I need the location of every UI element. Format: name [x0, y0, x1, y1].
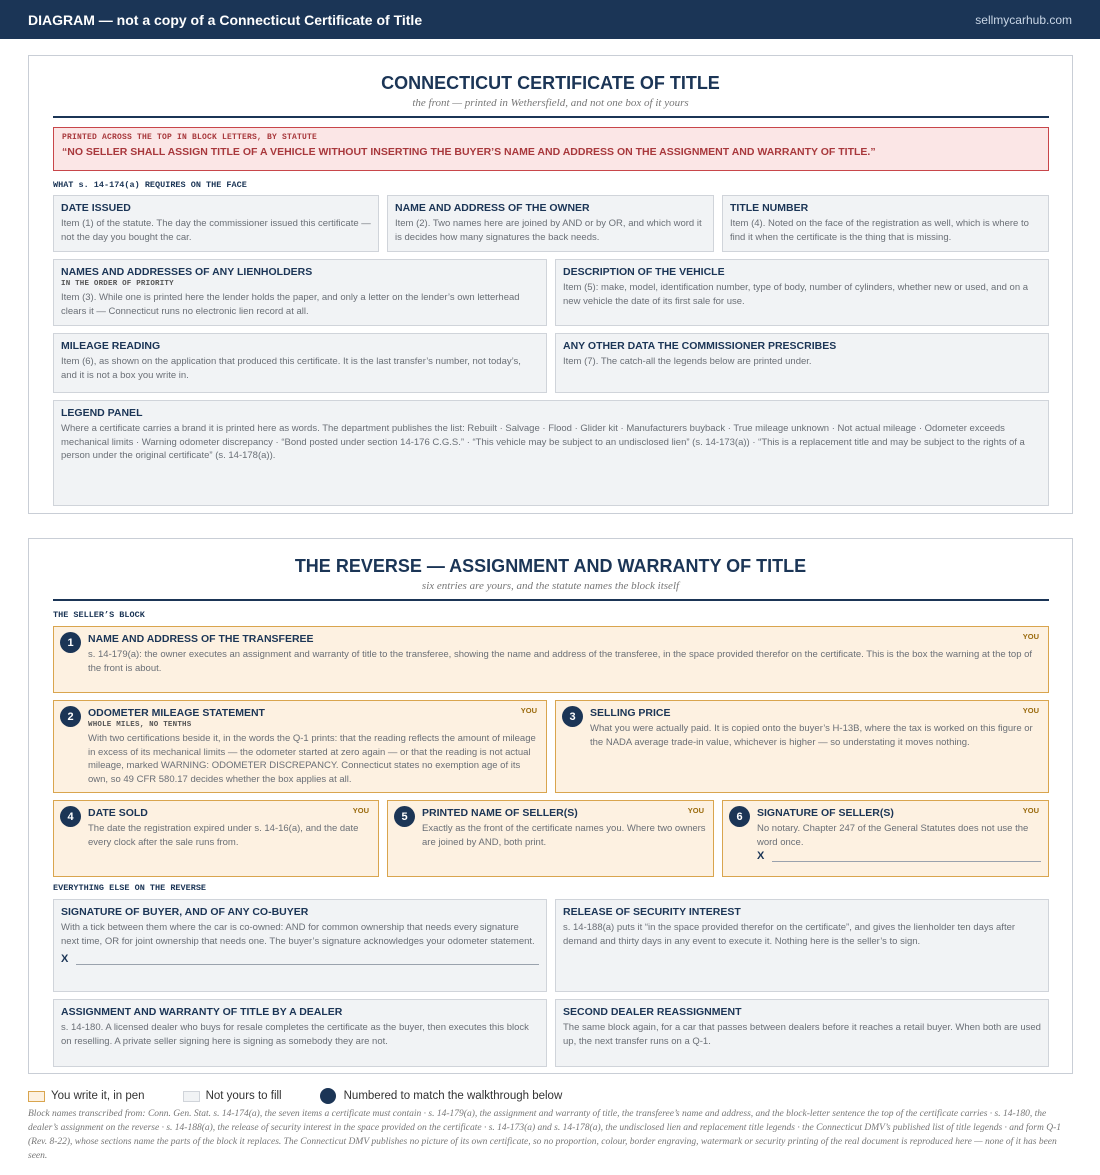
you-tag: YOU: [1022, 806, 1039, 815]
box-text: The same block again, for a car that passes between dealers before it reaches a retail buyer. When both are used up, the next transfer runs on a Q-1.: [563, 1022, 1041, 1047]
box-title: DATE SOLD: [88, 807, 148, 819]
box-text: Exactly as the front of the certificate names you. Where two owners are joined by AND, both print.: [422, 823, 706, 848]
number-badge: 2: [60, 706, 81, 727]
box-text: Where a certificate carries a brand it is printed here as words. The department publishes the list: Rebuilt · Salvage · Flood · Glider kit · Manufacturers buyback · True mileage unknown · Not actual mileage · Odometer exceeds mechanical limits · Warning odometer discrepancy · “Bond posted under section 14-176 C.G.S.” · “This vehicle may be subject to an undisclosed lien” (s. 14-173(a)) · “This is a replacement title and may be subject to the rights of a person under the original certificate” (s. 14-178(a)).: [61, 423, 1025, 461]
signature-line: [61, 953, 539, 965]
box-release-security-interest: [555, 899, 1049, 992]
box-date-issued: [53, 195, 379, 252]
box-owner-name-address: [387, 195, 714, 252]
you-tag: YOU: [1022, 706, 1039, 715]
seller-box-transferee: [53, 626, 1049, 693]
box-title: PRINTED NAME OF SELLER(S): [422, 807, 578, 819]
box-title: NAME AND ADDRESS OF THE OWNER: [395, 202, 590, 214]
front-title: CONNECTICUT CERTIFICATE OF TITLE: [381, 73, 720, 93]
box-text: Item (3). While one is printed here the lender holds the paper, and only a letter on the lender’s own letterhead clears it — Connecticut runs no electronic lien record at all.: [61, 292, 520, 317]
box-vehicle-description: [555, 259, 1049, 326]
you-tag: YOU: [520, 706, 537, 715]
site-link[interactable]: sellmycarhub.com: [975, 12, 1072, 27]
seller-box-printed-name: [387, 800, 714, 877]
box-title-number: [722, 195, 1049, 252]
number-badge: 3: [562, 706, 583, 727]
number-dot-icon: [320, 1088, 336, 1104]
legend-label: Numbered to match the walkthrough below: [343, 1090, 563, 1102]
seller-box-selling-price: [555, 700, 1049, 793]
box-title: ANY OTHER DATA THE COMMISSIONER PRESCRIBES: [563, 340, 837, 352]
signature-rule: [772, 852, 1041, 862]
warning-text: “NO SELLER SHALL ASSIGN TITLE OF A VEHICLE WITHOUT INSERTING THE BUYER’S NAME AND ADDRESS ON THE ASSIGNMENT AND WARRANTY OF TITLE.”: [62, 146, 876, 158]
box-text: Item (4). Noted on the face of the registration as well, which is where to find it when the certificate is the thing that is missing.: [730, 218, 1029, 243]
number-badge: 1: [60, 632, 81, 653]
box-text: The date the registration expired under s. 14-16(a), and the date every clock after the sale runs from.: [88, 823, 359, 848]
seller-block-label: THE SELLER’S BLOCK: [53, 610, 145, 620]
box-title: SIGNATURE OF SELLER(S): [757, 807, 894, 819]
top-bar: [0, 0, 1100, 39]
front-subtitle: the front — printed in Wethersfield, and not one box of it yours: [412, 97, 689, 109]
box-text: With a tick between them where the car is co-owned: AND for common ownership that needs every signature next time, OR for joint ownership that needs one. The buyer’s signature acknowledges your odometer statement.: [61, 922, 535, 947]
reverse-title: THE REVERSE — ASSIGNMENT AND WARRANTY OF TITLE: [294, 556, 807, 576]
signature-x: X: [757, 850, 765, 862]
box-lienholders: [53, 259, 547, 326]
else-block-label: EVERYTHING ELSE ON THE REVERSE: [53, 883, 207, 893]
box-title: LEGEND PANEL: [61, 407, 143, 419]
box-caption: WHOLE MILES, NO TENTHS: [88, 721, 192, 729]
box-text: Item (2). Two names here are joined by AND or by OR, and which word it is decides how many signatures the back needs.: [395, 218, 702, 243]
box-text: Item (7). The catch-all the legends below are printed under.: [563, 356, 812, 367]
box-text: Item (6), as shown on the application that produced this certificate. It is the last transfer’s number, not today’s, and it is not a box you write in.: [61, 356, 521, 381]
box-second-dealer-reassignment: [555, 999, 1049, 1067]
not-yours-swatch: [183, 1091, 200, 1102]
box-buyer-signature: [53, 899, 547, 992]
box-mileage-reading: [53, 333, 547, 393]
box-dealer-assignment: [53, 999, 547, 1067]
box-title: MILEAGE READING: [61, 340, 161, 352]
box-title: DESCRIPTION OF THE VEHICLE: [563, 266, 725, 278]
statute-warning-box: [53, 127, 1049, 171]
reverse-panel: [28, 538, 1073, 1074]
you-swatch: [28, 1091, 45, 1102]
box-title: ODOMETER MILEAGE STATEMENT: [88, 707, 265, 719]
box-caption: IN THE ORDER OF PRIORITY: [61, 280, 174, 288]
warning-caption: PRINTED ACROSS THE TOP IN BLOCK LETTERS, BY STATUTE: [62, 133, 318, 142]
divider: [53, 116, 1049, 118]
signature-rule: [76, 955, 539, 965]
front-panel: [28, 55, 1073, 514]
box-text: Item (1) of the statute. The day the commissioner issued this certificate — not the day you bought the car.: [61, 218, 371, 243]
legend: [28, 1088, 600, 1104]
reverse-subtitle: six entries are yours, and the statute names the block itself: [421, 580, 680, 592]
box-title: NAME AND ADDRESS OF THE TRANSFEREE: [88, 633, 314, 645]
legend-item-not-yours: [183, 1090, 282, 1102]
box-title: RELEASE OF SECURITY INTEREST: [563, 906, 741, 918]
seller-box-date-sold: [53, 800, 379, 877]
page-title: DIAGRAM — not a copy of a Connecticut Certificate of Title: [28, 11, 423, 28]
box-legend-panel: [53, 400, 1049, 506]
legend-label: You write it, in pen: [51, 1090, 145, 1102]
seller-box-signature: [722, 800, 1049, 877]
box-text: s. 14-180. A licensed dealer who buys for resale completes the certificate as the buyer, then executes this block on reselling. A private seller signing here is signing as somebody they are not.: [61, 1022, 529, 1047]
box-title: SECOND DEALER REASSIGNMENT: [563, 1006, 742, 1018]
box-text: s. 14-188(a) puts it “in the space provided therefor on the certificate”, and gives the lienholder ten days after demand and thirty days in any event to execute it. Nothing here is the seller’s to sign.: [563, 922, 1016, 947]
box-title: ASSIGNMENT AND WARRANTY OF TITLE BY A DEALER: [61, 1006, 343, 1018]
box-text: With two certifications beside it, in the words the Q-1 prints: that the reading reflects the amount of mileage in excess of its mechanical limits — the odometer started at zero again — or that the reading is not actual mileage, marked WARNING: ODOMETER DISCREPANCY. Connecticut states no exemption age of its own, so 49 CFR 580.17 decides whether the box applies at all.: [88, 733, 536, 785]
box-text: s. 14-179(a): the owner executes an assignment and warranty of title to the transferee, showing the name and address of the transferee, in the space provided therefor on the certificate. This is the box the warning at the top of the front is about.: [88, 649, 1033, 674]
legend-item-you: [28, 1090, 145, 1102]
box-other-data: [555, 333, 1049, 393]
box-title: SELLING PRICE: [590, 707, 671, 719]
seller-box-odometer: [53, 700, 547, 793]
signature-line: [757, 850, 1041, 862]
box-text: No notary. Chapter 247 of the General Statutes does not use the word once.: [757, 823, 1029, 848]
box-text: Item (5): make, model, identification number, type of body, number of cylinders, whether new or used, and on a new vehicle the date of its first sale for use.: [563, 282, 1029, 307]
legend-item-numbered: [320, 1088, 563, 1104]
number-badge: 6: [729, 806, 750, 827]
front-section-label: WHAT s. 14-174(a) REQUIRES ON THE FACE: [53, 180, 247, 190]
source-footnote: Block names transcribed from: Conn. Gen. Stat. s. 14-174(a), the seven items a certificate must contain · s. 14-179(a), the assignment and warranty of title, the transferee’s name and address, and the block-letter sentence the top of the certificate carries · s. 14-180, the dealer’s assignment on the reverse · s. 14-188(a), the release of security interest in the space provided on the certificate · s. 14-173(a) and s. 14-178(a), the undisclosed lien and replacement title legends · the Connecticut DMV’s published list of title legends · and form Q-1 (Rev. 8-22), whose sections name the parts of the block it replaces. The Connecticut DMV publishes no picture of its own certificate, so no proportion, colour, border engraving, watermark or security printing of the real document is reproduced here — none of it has been seen.: [28, 1109, 1062, 1161]
legend-label: Not yours to fill: [205, 1090, 282, 1102]
you-tag: YOU: [687, 806, 704, 815]
box-title: TITLE NUMBER: [730, 202, 809, 214]
box-title: SIGNATURE OF BUYER, AND OF ANY CO-BUYER: [61, 906, 309, 918]
you-tag: YOU: [352, 806, 369, 815]
box-title: NAMES AND ADDRESSES OF ANY LIENHOLDERS: [61, 266, 313, 278]
number-badge: 5: [394, 806, 415, 827]
divider: [53, 599, 1049, 601]
box-title: DATE ISSUED: [61, 202, 131, 214]
box-text: What you were actually paid. It is copied onto the buyer’s H-13B, where the tax is worked on this figure or the NADA average trade-in value, whichever is higher — so understating it moves nothing.: [590, 723, 1033, 748]
number-badge: 4: [60, 806, 81, 827]
signature-x: X: [61, 953, 69, 965]
you-tag: YOU: [1022, 632, 1039, 641]
